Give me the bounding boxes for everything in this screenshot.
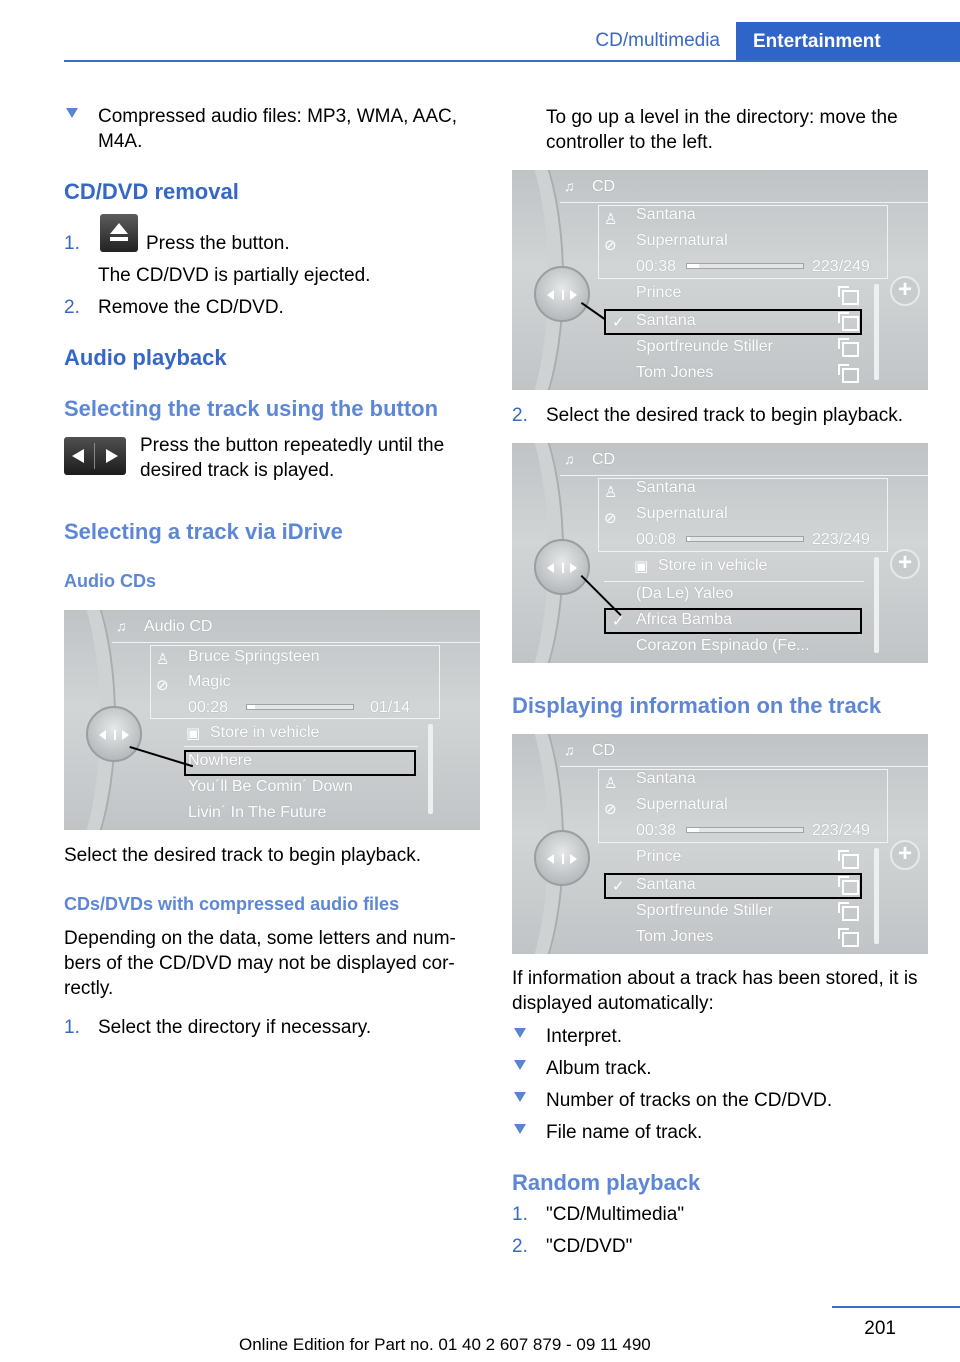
check-icon: ✓	[612, 878, 625, 895]
album-icon: ⊘	[604, 801, 617, 818]
footer-rule	[832, 1306, 960, 1308]
progress-bar	[686, 263, 804, 269]
heading-playback: Audio playback	[64, 345, 227, 370]
folder-icon	[842, 290, 859, 305]
album-icon: ⊘	[604, 237, 617, 254]
artist-icon: ♙	[604, 484, 618, 501]
cd-icon: ♫	[564, 742, 575, 758]
skip-track-icon	[64, 437, 126, 475]
scrollbar	[428, 724, 433, 814]
progress-bar	[686, 536, 804, 542]
idrive-screen-cd-info: ♫ CD ♙ ⊘ Santana Supernatural 00:38 223/249 Prince ✓ Santana Sportfreunde Stiller Tom Jones +	[512, 734, 928, 954]
controller-knob-icon	[534, 266, 590, 322]
save-icon: ▣	[634, 558, 649, 575]
controller-knob-icon	[534, 830, 590, 886]
paragraph: To go up a level in the directory: move the	[546, 107, 898, 128]
folder-icon	[842, 880, 859, 895]
controller-knob-icon	[534, 539, 590, 595]
plus-icon: +	[890, 276, 920, 306]
progress-bar	[246, 704, 354, 710]
edition-footer: Online Edition for Part no. 01 40 2 607 879 - 09 11 490	[239, 1335, 651, 1354]
save-icon: ▣	[186, 725, 201, 742]
folder-icon	[842, 854, 859, 869]
bullet-triangle-icon	[514, 1060, 526, 1070]
heading-info: Displaying information on the track	[512, 693, 882, 718]
scrollbar	[874, 848, 879, 944]
running-header-section: CD/multimedia	[595, 30, 720, 51]
check-icon: ✓	[612, 613, 625, 630]
cd-icon: ♫	[564, 178, 575, 194]
idrive-screen-cd-tracks: ♫ CD ♙ ⊘ Santana Supernatural 00:08 223/249 ▣ Store in vehicle (Da Le) Yaleo ✓ Africa Bamba Corazon Espinado (Fe... +	[512, 443, 928, 663]
bullet-triangle-icon	[514, 1028, 526, 1038]
header-rule	[64, 60, 960, 62]
heading-select-button: Selecting the track using the button	[64, 396, 439, 421]
artist-icon: ♙	[604, 775, 618, 792]
paragraph: Press the button repeatedly until the	[140, 435, 445, 456]
check-icon: ✓	[612, 314, 625, 331]
scrollbar	[874, 557, 879, 653]
paragraph: controller to the left.	[546, 132, 713, 153]
cd-icon: ♫	[564, 451, 575, 467]
heading-removal: CD/DVD removal	[64, 179, 239, 204]
paragraph: desired track is played.	[140, 460, 335, 481]
album-icon: ⊘	[604, 510, 617, 527]
folder-icon	[842, 316, 859, 331]
paragraph: Depending on the data, some letters and num-	[64, 928, 456, 949]
controller-knob-icon	[86, 706, 142, 762]
paragraph: rectly.	[64, 978, 114, 999]
idrive-screen-audio-cd: ♫ Audio CD ♙ ⊘ Bruce Springsteen Magic 00:28 01/14 ▣ Store in vehicle Nowhere You´ll Be Comin´ Down Livin´ In The Future	[64, 610, 480, 830]
idrive-screen-cd-artists: ♫ CD ♙ ⊘ Santana Supernatural 00:38 223/249 Prince ✓ Santana Sportfreunde Stiller Tom Jones +	[512, 170, 928, 390]
album-icon: ⊘	[156, 677, 169, 694]
paragraph: M4A.	[98, 131, 143, 152]
running-header-tab: Entertainment	[736, 22, 960, 62]
bullet-triangle-icon	[66, 108, 78, 118]
folder-icon	[842, 932, 859, 947]
folder-icon	[842, 368, 859, 383]
bullet-triangle-icon	[514, 1124, 526, 1134]
audio-icon: ♫	[116, 618, 127, 634]
paragraph: displayed automatically:	[512, 993, 714, 1014]
artist-icon: ♙	[156, 651, 170, 668]
paragraph: If information about a track has been stored, it is	[512, 968, 918, 989]
plus-icon: +	[890, 840, 920, 870]
paragraph: Select the desired track to begin playback.	[64, 845, 421, 866]
folder-icon	[842, 906, 859, 921]
folder-icon	[842, 342, 859, 357]
progress-bar	[686, 827, 804, 833]
heading-select-idrive: Selecting a track via iDrive	[64, 519, 343, 544]
paragraph: bers of the CD/DVD may not be displayed cor-	[64, 953, 455, 974]
eject-icon	[100, 214, 138, 252]
callout-line	[581, 302, 605, 320]
bullet-triangle-icon	[514, 1092, 526, 1102]
heading-compressed: CDs/DVDs with compressed audio files	[64, 894, 400, 914]
scrollbar	[874, 284, 879, 380]
heading-audio-cds: Audio CDs	[64, 571, 156, 591]
page-number: 201	[864, 1318, 896, 1339]
paragraph: The CD/DVD is partially ejected.	[98, 265, 371, 286]
heading-random: Random playback	[512, 1170, 701, 1195]
artist-icon: ♙	[604, 211, 618, 228]
plus-icon: +	[890, 549, 920, 579]
